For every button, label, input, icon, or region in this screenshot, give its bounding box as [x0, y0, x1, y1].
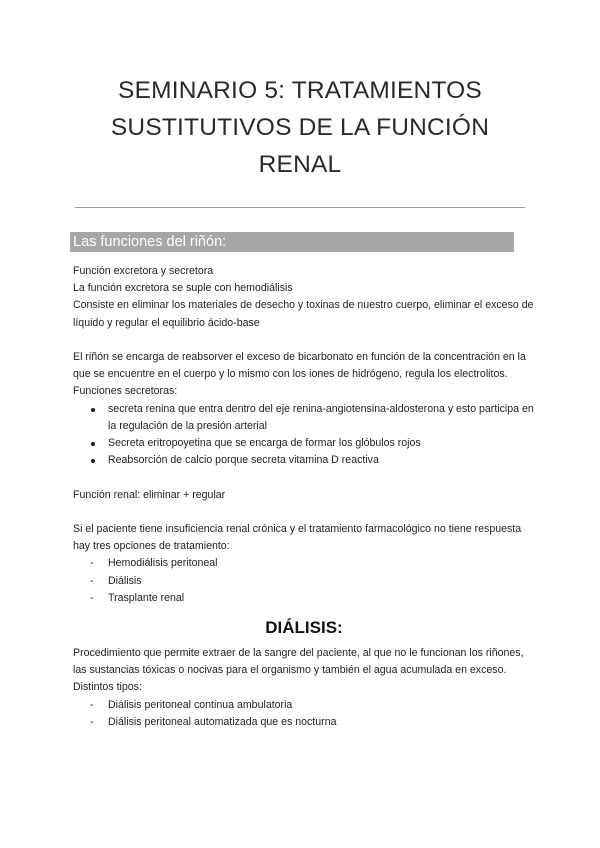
- document-title: [74, 72, 526, 183]
- title-line-2: SUSTITUTIVOS DE LA FUNCIÓN: [110, 114, 490, 141]
- paragraph: Función renal: eliminar + regular: [73, 488, 226, 501]
- list-item: secreta renina que entra dentro del eje renina-angiotensina-aldosterona y esto participa en la regulación de la presión arterial: [108, 401, 535, 435]
- paragraph: Función excretora y secretora: [73, 265, 214, 277]
- list-item: - Trasplante renal: [108, 590, 535, 607]
- opciones-list: [73, 555, 535, 607]
- list-label: Distintos tipos:: [73, 681, 142, 694]
- secretoras-list: [73, 401, 535, 470]
- list-label: Funciones secretoras:: [73, 385, 178, 398]
- list-item: Secreta eritropoyetina que se encarga de formar los glóbulos rojos: [108, 435, 535, 452]
- title-divider: [75, 207, 525, 208]
- title-line-3: RENAL: [258, 151, 342, 178]
- tipos-list: [73, 697, 535, 731]
- section-header: Las funciones del riñón:: [70, 232, 514, 252]
- list-item: - Diálisis peritoneal automatizada que es nocturna: [108, 714, 535, 731]
- paragraph: Si el paciente tiene insuficiencia renal crónica y el tratamiento farmacológico no tiene respuesta hay tres opciones de tratamiento:: [73, 523, 522, 553]
- document-body: [73, 263, 535, 731]
- paragraph: Procedimiento que permite extraer de la sangre del paciente, al que no le funcionan los riñones, las sustancias tóxicas o nocivas para el organismo y también el agua acumulada en exceso.: [73, 647, 524, 677]
- list-item: - Diálisis peritoneal continua ambulatoria: [108, 697, 535, 714]
- paragraph: El riñón se encarga de reabsorver el exceso de bicarbonato en función de la concentración en la que se encuentre en el cuerpo y lo mismo con los iones de hidrógeno, regula los electrolitos.: [73, 351, 526, 381]
- list-item: Reabsorción de calcio porque secreta vitamina D reactiva: [108, 452, 535, 469]
- paragraph: Consiste en eliminar los materiales de desecho y toxinas de nuestro cuerpo, eliminar el exceso de líquido y regular el equilibrio ácido-base: [73, 299, 534, 329]
- list-item: - Diálisis: [108, 573, 535, 590]
- title-line-1: SEMINARIO 5: TRATAMIENTOS: [118, 77, 482, 104]
- paragraph: La función excretora se suple con hemodiálisis: [73, 282, 293, 295]
- list-item: - Hemodiálisis peritoneal: [108, 555, 535, 572]
- dialisis-heading: DIÁLISIS:: [265, 618, 343, 638]
